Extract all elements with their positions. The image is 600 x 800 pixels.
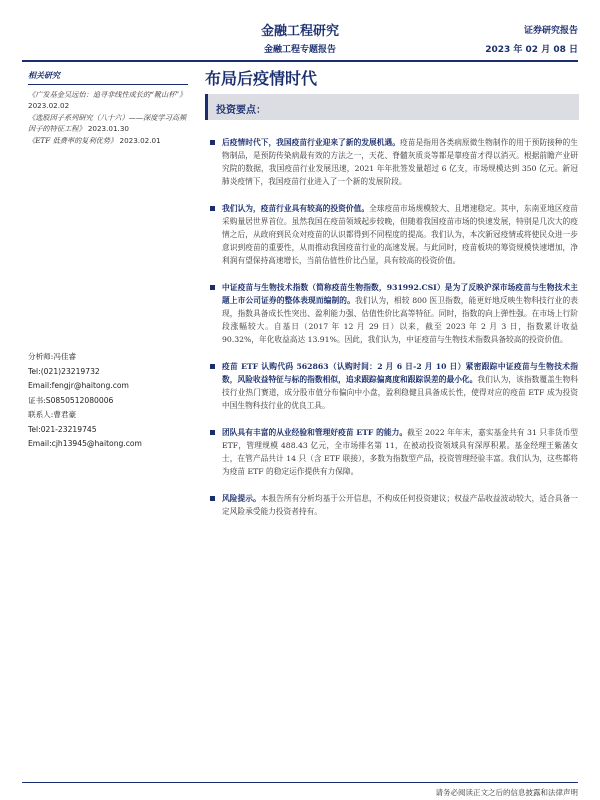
related-heading: 相关研究 (28, 70, 60, 80)
section-header (205, 94, 579, 120)
contact-line (28, 437, 193, 452)
key-point (208, 360, 578, 412)
contact-line (28, 365, 193, 380)
header-divider (22, 60, 578, 62)
contact-label: Email: (28, 381, 52, 390)
key-point-lead: 疫苗 ETF 认购代码 562863（认购时间：2 月 6 日-2 月 10 日）紧密跟踪中证疫苗与生物技术指数，风险收益特征与标的指数相似，追求跟踪偏离度和跟踪误差的最小化。 (222, 362, 578, 384)
key-point (208, 202, 578, 267)
contact-label: 证书: (28, 395, 46, 405)
key-point-body: 我们认为，该指数覆盖生物科技行业热门赛道，成分股市值分布偏向中小盘，盈利稳健且具备成长性，使得对应的疫苗 ETF 成为投资中国生物科技行业的优良工具。 (222, 375, 578, 410)
key-point-body: 全球疫苗市场规模较大、且增速稳定。其中，东南亚地区疫苗采购量居世界首位。虽然我国在疫苗领域起步较晚，但随着我国疫苗市场的快速发展，特别是几次大的疫情之后，从政府到民众对疫苗的认识都得到不同程度的提高。我们认为，本次新冠疫情或将使民众进一步意识到疫苗的重要性，从而推动我国疫苗行业的高速发展。与此同时，疫苗板块的筹资规模快速增加，净利润有望保持高速增长，当前估值性价比凸显，具有较高的投资价值。 (222, 204, 578, 265)
key-point-lead: 我们认为，疫苗行业具有较高的投资价值。 (222, 204, 370, 213)
related-item-date: 2023.02.02 (28, 101, 70, 110)
contact-label: Tel: (28, 366, 41, 376)
related-item-date: 2023.02.01 (119, 136, 161, 145)
header-title: 金融工程研究 (260, 24, 339, 39)
contact-line (28, 394, 193, 409)
contact-label: 分析师: (28, 352, 54, 361)
section-title: 投资要点： (216, 105, 266, 116)
bullet-icon (210, 206, 215, 211)
key-point-lead: 中证疫苗与生物技术指数（简称疫苗生物指数，931992.CSI）是为了反映沪深市场疫苗与生物技术主题上市公司证券的整体表现而编制的。 (222, 283, 578, 305)
key-points-list (208, 136, 578, 532)
contact-label: 联系人: (28, 410, 54, 419)
key-point (208, 281, 578, 346)
key-point (208, 492, 578, 518)
related-item[interactable] (28, 89, 188, 111)
key-point-body: 疫苗是指用各类病原微生物制作的用于预防接种的生物制品，是预防传染病最有效的方法之一，天花、脊髓灰质炎等都是靠疫苗才得以消灭。根据前瞻产业研究院的数据，我国疫苗行业发展迅速，2021 年年批签发量超过 6 亿支，市场规模达到 350 亿元。新冠肺炎疫情下，我国疫苗行业进入了一个新的发展阶段。 (222, 138, 578, 186)
sidebar (28, 70, 188, 147)
key-point-lead: 风险提示。 (222, 494, 261, 503)
contact-value: (021)23219732 (40, 366, 100, 376)
contact-value: 曹君豪 (53, 410, 77, 419)
header-subtitle: 金融工程专题报告 (263, 45, 336, 55)
bullet-icon (210, 364, 215, 369)
page-title: 布局后疫情时代 (205, 69, 318, 88)
key-point (208, 136, 578, 188)
contact-line (28, 350, 193, 365)
contact-label: Email: (28, 439, 52, 448)
bullet-icon (210, 140, 215, 145)
key-point-body: 我们认为，相较 800 医卫指数，能更好地反映生物科技行业的表现，指数具备成长性突出、盈利能力强、估值性价比高等特征。同时，指数的向上弹性强。在市场上行阶段涨幅较大。自基日（2017 年 12 月 29 日）以来，截至 2023 年 2 月 3 日，指数累计收益 90.32%，年化收益高达 13.91%。因此，我们认为，中证疫苗与生物技术指数具备较高的投资价值。 (222, 296, 578, 344)
key-point-body: 截至 2022 年年末，嘉实基金共有 31 只非货币型 ETF，管理规模 488.43 亿元，全市场排名第 11，在被动投资领域具有深厚积累。基金经理王紫菡女士，在管产品共计 14 只（含 ETF 联接），多数为指数型产品，投资管理经验丰富。我们认为，这些都将为疫苗 ETF 的稳定运作提供有力保障。 (222, 428, 578, 476)
contact-line (28, 379, 193, 394)
key-point-lead: 后疫情时代下，我国疫苗行业迎来了新的发展机遇。 (222, 138, 401, 147)
report-type: 证券研究报告 (523, 26, 578, 36)
bullet-icon (210, 430, 215, 435)
related-heading-divider (28, 84, 188, 85)
related-item[interactable] (28, 135, 188, 146)
key-point (208, 426, 578, 478)
related-item[interactable] (28, 112, 188, 134)
contact-label: Tel: (28, 424, 41, 434)
footer-disclaimer: 请务必阅读正文之后的信息披露和法律声明 (435, 788, 578, 797)
analyst-contacts (28, 350, 193, 452)
related-item-date: 2023.01.30 (87, 124, 129, 133)
key-point-lead: 团队具有丰富的从业经验和管理好疫苗 ETF 的能力。 (222, 428, 408, 437)
contact-value: 冯佳睿 (53, 352, 77, 361)
contact-value: 021-23219745 (40, 424, 97, 434)
related-item-title[interactable]: 《ETF 低费率的复利优势》 (28, 136, 118, 145)
related-item-title[interactable]: 《选股因子系列研究（八十六）——深度学习高频因子的特征工程》 (28, 113, 187, 133)
contact-line (28, 408, 193, 423)
related-item-title[interactable]: 《广发基金吴远怡：追寻非线性成长的“靴山杯”》 (28, 90, 187, 99)
footer-divider (22, 782, 578, 783)
contact-value: S0850512080006 (45, 395, 114, 405)
contact-email[interactable]: fengjr@haitong.com (51, 381, 129, 390)
bullet-icon (210, 285, 215, 290)
key-point-body: 本报告所有分析均基于公开信息，不构成任何投资建议；权益产品收益波动较大，适合具备一定风险承受能力投资者持有。 (222, 494, 578, 516)
contact-line (28, 423, 193, 438)
report-date: 2023 年 02 月 08 日 (485, 45, 578, 55)
bullet-icon (210, 496, 215, 501)
contact-email[interactable]: cjh13945@haitong.com (51, 439, 142, 448)
